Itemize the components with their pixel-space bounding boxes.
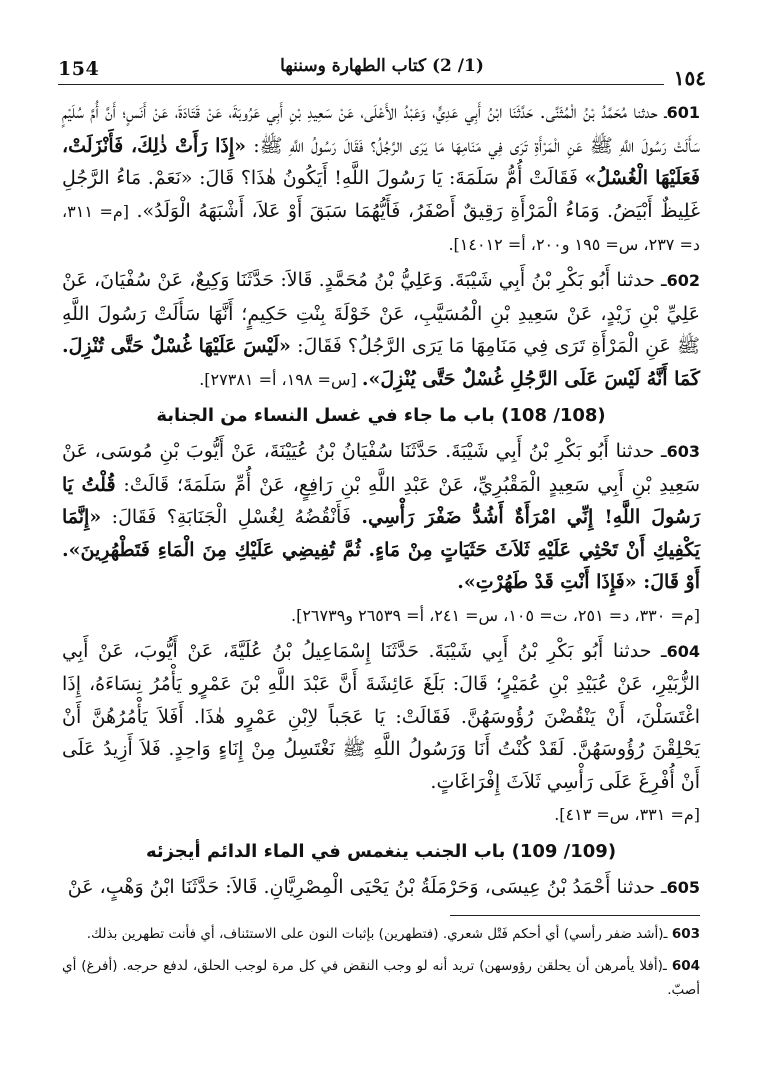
hadith-text: ـ حدثنا أَبُو بَكْرِ بْنُ أَبِي شَيْبَةَ. حَدَّثَنَا إِسْمَاعِيلُ بْنُ عُلَيَّةَ، عَنْ أَيُّوبَ، عَنْ أَبِي الزُّبَيْرِ، عَنْ عُبَيْدِ بْنِ عُمَيْرٍ؛ قَالَ: بَلَغَ عَائِشَةَ أَنَّ عَبْدَ اللَّهِ بْنَ عَمْرٍو يَأْمُرُ نِسَاءَهُ، إِذَا اغْتَسَلْنَ، أَنْ يَنْقُضْنَ رُؤُوسَهُنَّ. فَقَالَتْ: يَا عَجَباً لاِبْنِ عَمْرٍو هٰذَا. أَفَلاَ يَأْمُرُهُنَّ أَنْ يَحْلِقْنَ رُؤُوسَهُنَّ. لَقَدْ كُنْتُ أَنَا وَرَسُولُ اللَّهِ ﷺ نَغْتَسِلُ مِنْ إِنَاءٍ وَاحِدٍ. فَلاَ أَزِيدُ عَلَى أَنْ أُفْرِغَ عَلَى رَأْسِي ثَلاَثَ إِفْرَاغَاتٍ. [62, 639, 700, 793]
hadith-text: ـ حدثنا أَحْمَدُ بْنُ عِيسَى، وَحَرْمَلَةُ بْنُ يَحْيَى الْمِصْرِيَّانِ. قَالاَ: حَدَّثَنَا ابْنُ وَهْبٍ، عَنْ [67, 875, 667, 898]
hadith-number: 603 [666, 441, 700, 461]
hadith-matn-bold: «لَيْسَ عَلَيْهَا غُسْلٌ حَتَّى تُنْزِلَ. كَمَا أَنَّهُ لَيْسَ عَلَى الرَّجُلِ غُسْلٌ حَتَّى يُنْزِلَ». [62, 335, 700, 390]
hadith-text-continued: فَقَالَتْ أُمُّ سَلَمَةَ: يَا رَسُولَ اللَّهِ! أَيَكُونُ هٰذَا؟ قَالَ: «نَعَمْ. مَاءُ الرَّجُلِ غَلِيظٌ أَبْيَضُ. وَمَاءُ الْمَرْأَةِ رَقِيقٌ أَصْفَرُ، فَأَيُّهُمَا سَبَقَ أَوْ عَلاَ، أَشْبَهَهُ الْوَلَدُ». [62, 167, 701, 222]
hadith-text: ـ حدثنا مُحَمَّدُ بْنُ الْمُثَنَّى. حَدَّثَنَا ابْنُ أَبِي عَدِيٍّ، وَعَبْدُ الأَعْلَى، عَنْ سَعِيدِ بْنِ أَبِي عَرُوبَةَ، عَنْ قَتَادَةَ، عَنْ أَنَسٍ؛ أَنَّ أُمَّ سُلَيْمٍ سَأَلَتْ رَسُولَ اللَّهِ ﷺ عَنِ الْمَرْأَةِ تَرَى فِي مَنَامِهَا مَا يَرَى الرَّجُلُ؟ فَقَالَ رَسُولُ اللَّهِ ﷺ: [62, 101, 700, 157]
footnotes [62, 922, 700, 1010]
hadith-number: 604 [666, 641, 700, 661]
footnote-number: 603 [671, 926, 700, 942]
main-text [62, 96, 700, 904]
hadith-reference: [م= ٣١١، د= ٢٣٧، س= ١٩٥ و٢٠٠، أ= ١٤٠١٢]. [62, 201, 700, 255]
footnote-604 [62, 954, 700, 1002]
hadith-number: 605 [666, 877, 700, 897]
page-number-latin: 154 [58, 58, 100, 80]
hadith-reference: [س= ١٩٨، أ= ٢٧٣٨١]. [199, 369, 362, 389]
hadith-601 [62, 96, 700, 262]
footnote-text: ـ(أشد ضفر رأسي) أي أحكم فَتْل شعري. (فتطهرين) بإثبات النون على الاستئناف، أي فأنت تطهرين بذلك. [86, 926, 668, 942]
chapter-heading-108: (108/ 108) باب ما جاء في غسل النساء من الجنابة [156, 405, 606, 427]
footnote-number: 604 [671, 958, 700, 974]
hadith-text: ـ حدثنا أَبُو بَكْرِ بْنُ أَبِي شَيْبَةَ. وَعَلِيُّ بْنُ مُحَمَّدٍ. قَالاَ: حَدَّثَنَا وَكِيعٌ، عَنْ سُفْيَانَ، عَنْ عَلِيِّ بْنِ زَيْدٍ، عَنْ سَعِيدِ بْنِ الْمُسَيَّبِ، عَنْ خَوْلَةَ بِنْتِ حَكِيمٍ؛ أَنَّهَا سَأَلَتْ رَسُولَ اللَّهِ ﷺ عَنِ الْمَرْأَةِ تَرَى فِي مَنَامِهَا مَا يَرَى الرَّجُلُ؟ فَقَالَ: [62, 268, 700, 358]
chapter-heading-109: (109/ 109) باب الجنب ينغمس في الماء الدائم أيجزئه [145, 841, 617, 863]
hadith-reference: [م= ٣٣٠، د= ٢٥١، ت= ١٠٥، س= ٢٤١، أ= ٢٦٥٣٩ و٢٦٧٣٩]. [291, 605, 700, 625]
hadith-matn-bold: «إِذَا رَأَتْ ذٰلِكَ، فَأَنْزَلَتْ، فَعَلَيْهَا الْغُسْلُ» [62, 134, 700, 190]
hadith-reference: [م= ٣٣١، س= ٤١٣]. [554, 805, 700, 825]
hadith-604 [62, 635, 700, 833]
footnote-603 [62, 922, 700, 946]
hadith-602 [62, 264, 700, 396]
footnote-text: ـ(أفلا يأمرهن أن يحلقن رؤوسهن) تريد أنه لو وجب النقض في كل مرة لوجب الحلق، لدفع حرجه. (أفرغ) أي أصبّ. [62, 958, 700, 998]
hadith-number: 602 [666, 270, 700, 290]
header-rule [58, 84, 664, 85]
hadith-603 [62, 435, 700, 633]
hadith-605 [62, 871, 700, 905]
hadith-matn-bold: قُلْتُ يَا رَسُولَ اللَّهِ! إِنِّي امْرَأَةٌ أَشُدُّ ضَفْرَ رَأْسِي. [62, 473, 701, 529]
running-header-title: (1/ 2) كتاب الطهارة وسننها [280, 56, 484, 76]
hadith-number: 601 [666, 103, 700, 122]
footnote-separator [450, 915, 700, 916]
hadith-text-continued: فَأَنْقُضُهُ لِغُسْلِ الْجَنَابَةِ؟ فَقَالَ: [101, 506, 362, 529]
hadith-matn-bold-2: «إِنَّمَا يَكْفِيكِ أَنْ تَحْثِي عَلَيْهِ ثَلاَثَ حَثَيَاتٍ مِنْ مَاءٍ. ثُمَّ تُفِيضِي عَلَيْكِ مِنَ الْمَاءِ فَتَطْهُرِينَ». أَوْ قَالَ: «فَإِذَا أَنْتِ قَدْ طَهُرْتِ». [62, 506, 700, 594]
hadith-text: ـ حدثنا أَبُو بَكْرِ بْنُ أَبِي شَيْبَةَ. حَدَّثَنَا سُفْيَانُ بْنُ عُيَيْنَةَ، عَنْ أَيُّوبَ بْنِ مُوسَى، عَنْ سَعِيدِ بْنِ أَبِي سَعِيدٍ الْمَقْبُرِيِّ، عَنْ عَبْدِ اللَّهِ بْنِ رَافِعٍ، عَنْ أُمِّ سَلَمَةَ؛ قَالَتْ: [62, 439, 700, 496]
page-number-arabic: ١٥٤ [673, 66, 706, 90]
